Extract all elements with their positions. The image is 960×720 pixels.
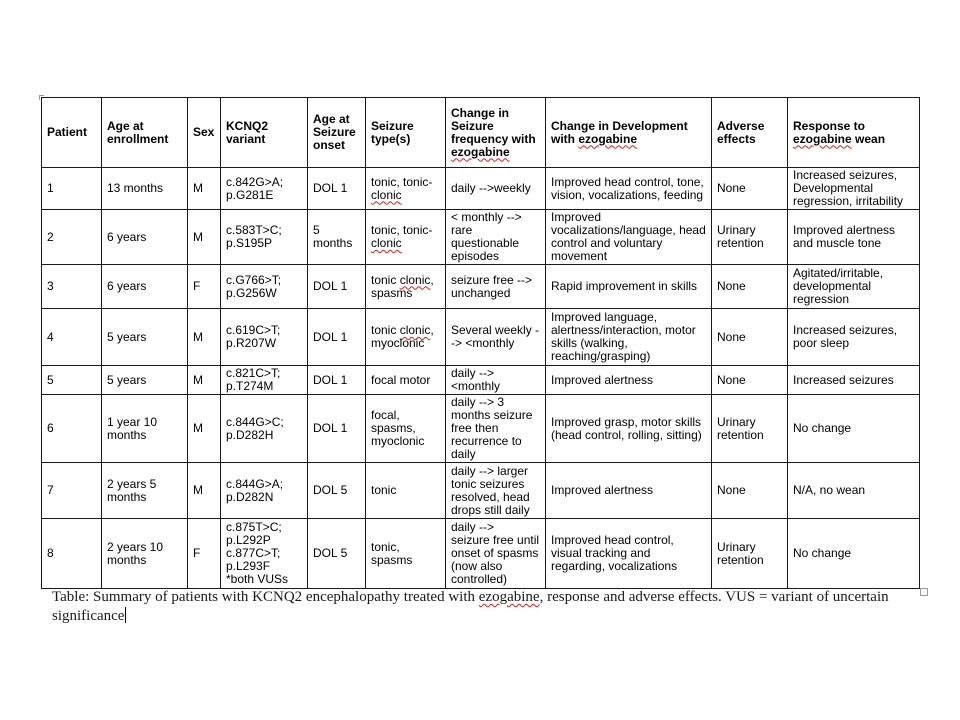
cell-age-enrollment: 5 years [102, 366, 188, 395]
cell-sex: M [188, 366, 221, 395]
cell-age-enrollment: 6 years [102, 210, 188, 265]
cell-wean-response: Improved alertness and muscle tone [788, 210, 920, 265]
cell-frequency-change: < monthly --> rare questionable episodes [446, 210, 546, 265]
cell-sex: M [188, 463, 221, 519]
cell-onset: DOL 1 [308, 168, 366, 210]
cell-wean-response: No change [788, 519, 920, 589]
cell-sex: F [188, 519, 221, 589]
cell-patient: 1 [42, 168, 102, 210]
cell-frequency-change: seizure free --> unchanged [446, 265, 546, 309]
cell-sex: M [188, 210, 221, 265]
cell-variant: c.583T>C; p.S195P [221, 210, 308, 265]
cell-adverse-effects: None [712, 463, 788, 519]
table-row [42, 366, 920, 395]
cell-development-change: Improved alertness [546, 463, 712, 519]
text-cursor [125, 607, 126, 623]
cell-development-change: Improved head control, tone, vision, vocalizations, feeding [546, 168, 712, 210]
cell-sex: M [188, 168, 221, 210]
cell-sex: F [188, 265, 221, 309]
cell-frequency-change: daily --> 3 months seizure free then recurrence to daily [446, 395, 546, 463]
cell-frequency-change: daily --> larger tonic seizures resolved, head drops still daily [446, 463, 546, 519]
header-adverse-effects: Adverse effects [712, 98, 788, 168]
spellcheck-flag: ezogabine [478, 589, 540, 605]
cell-variant: c.875T>C; p.L292P c.877C>T; p.L293F *both VUSs [221, 519, 308, 589]
spellcheck-flag: ezogabine [578, 131, 638, 146]
cell-sex: M [188, 309, 221, 366]
spellcheck-flag: ezogabine [793, 131, 852, 146]
cell-frequency-change: Several weekly --> <monthly [446, 309, 546, 366]
cell-adverse-effects: Urinary retention [712, 210, 788, 265]
cell-development-change: Improved language, alertness/interaction, motor skills (walking, reaching/grasping) [546, 309, 712, 366]
header-kcnq2-variant: KCNQ2 variant [221, 98, 308, 168]
cell-variant: c.821C>T; p.T274M [221, 366, 308, 395]
cell-seizure-types: tonic, tonic-clonic [366, 210, 446, 265]
cell-onset: DOL 1 [308, 309, 366, 366]
cell-frequency-change: daily --> <monthly [446, 366, 546, 395]
cell-seizure-types: focal, spasms, myoclonic [366, 395, 446, 463]
spellcheck-flag: ezogabine [451, 144, 510, 159]
cell-variant: c.844G>A; p.D282N [221, 463, 308, 519]
cell-onset: DOL 5 [308, 463, 366, 519]
cell-development-change: Improved grasp, motor skills (head control, rolling, sitting) [546, 395, 712, 463]
cell-adverse-effects: Urinary retention [712, 519, 788, 589]
cell-patient: 5 [42, 366, 102, 395]
header-age-at-seizure-onset: Age at Seizure onset [308, 98, 366, 168]
cell-onset: 5 months [308, 210, 366, 265]
cell-age-enrollment: 1 year 10 months [102, 395, 188, 463]
cell-adverse-effects: None [712, 168, 788, 210]
caption-text: Table: Summary of patients with KCNQ2 encephalopathy treated with ezogabine, response and adverse effects. VUS = variant of uncertain significance [52, 589, 889, 624]
spellcheck-flag: clonic [399, 272, 431, 287]
cell-seizure-types: tonic, tonic-clonic [366, 168, 446, 210]
cell-wean-response: No change [788, 395, 920, 463]
cell-variant: c.844G>C; p.D282H [221, 395, 308, 463]
cell-wean-response: Increased seizures [788, 366, 920, 395]
cell-wean-response: Agitated/irritable, developmental regression [788, 265, 920, 309]
cell-variant: c.619C>T; p.R207W [221, 309, 308, 366]
cell-variant: c.G766>T; p.G256W [221, 265, 308, 309]
cell-seizure-types: focal motor [366, 366, 446, 395]
table-row [42, 210, 920, 265]
cell-age-enrollment: 13 months [102, 168, 188, 210]
cell-adverse-effects: None [712, 366, 788, 395]
cell-patient: 4 [42, 309, 102, 366]
cell-development-change: Improved vocalizations/language, head control and voluntary movement [546, 210, 712, 265]
spellcheck-flag: clonic [371, 187, 402, 202]
cell-onset: DOL 5 [308, 519, 366, 589]
cell-development-change: Improved head control, visual tracking and regarding, vocalizations [546, 519, 712, 589]
cell-patient: 6 [42, 395, 102, 463]
cell-adverse-effects: Urinary retention [712, 395, 788, 463]
resize-handle[interactable] [920, 588, 928, 596]
cell-onset: DOL 1 [308, 265, 366, 309]
cell-seizure-types: tonic clonic, myoclonic [366, 309, 446, 366]
cell-development-change: Improved alertness [546, 366, 712, 395]
header-seizure-types: Seizure type(s) [366, 98, 446, 168]
table-row [42, 463, 920, 519]
header-patient: Patient [42, 98, 102, 168]
header-seizure-frequency-change: Change in Seizure frequency with ezogabine [446, 98, 546, 168]
cell-development-change: Rapid improvement in skills [546, 265, 712, 309]
cell-age-enrollment: 2 years 10 months [102, 519, 188, 589]
cell-wean-response: Increased seizures, Developmental regression, irritability [788, 168, 920, 210]
cell-seizure-types: tonic, spasms [366, 519, 446, 589]
cell-variant: c.842G>A; p.G281E [221, 168, 308, 210]
cell-patient: 3 [42, 265, 102, 309]
cell-adverse-effects: None [712, 265, 788, 309]
cell-patient: 2 [42, 210, 102, 265]
table-row [42, 265, 920, 309]
table-row [42, 309, 920, 366]
cell-age-enrollment: 2 years 5 months [102, 463, 188, 519]
cell-sex: M [188, 395, 221, 463]
cell-onset: DOL 1 [308, 366, 366, 395]
table-row [42, 519, 920, 589]
table-row [42, 168, 920, 210]
cell-seizure-types: tonic [366, 463, 446, 519]
header-sex: Sex [188, 98, 221, 168]
spellcheck-flag: clonic [371, 236, 402, 250]
header-wean-response: Response to ezogabine wean [788, 98, 920, 168]
header-development-change: Change in Development with ezogabine [546, 98, 712, 168]
cell-frequency-change: daily --> seizure free until onset of spasms (now also controlled) [446, 519, 546, 589]
header-age-at-enrollment: Age at enrollment [102, 98, 188, 168]
cell-onset: DOL 1 [308, 395, 366, 463]
cell-wean-response: Increased seizures, poor sleep [788, 309, 920, 366]
cell-seizure-types: tonic clonic, spasms [366, 265, 446, 309]
cell-adverse-effects: None [712, 309, 788, 366]
cell-age-enrollment: 6 years [102, 265, 188, 309]
table-row [42, 395, 920, 463]
cell-frequency-change: daily -->weekly [446, 168, 546, 210]
cell-wean-response: N/A, no wean [788, 463, 920, 519]
cell-age-enrollment: 5 years [102, 309, 188, 366]
patient-summary-table [41, 97, 920, 589]
table-header-row [42, 98, 920, 168]
table-caption[interactable] [52, 588, 912, 626]
spellcheck-flag: clonic [399, 323, 431, 337]
cell-patient: 7 [42, 463, 102, 519]
cell-patient: 8 [42, 519, 102, 589]
